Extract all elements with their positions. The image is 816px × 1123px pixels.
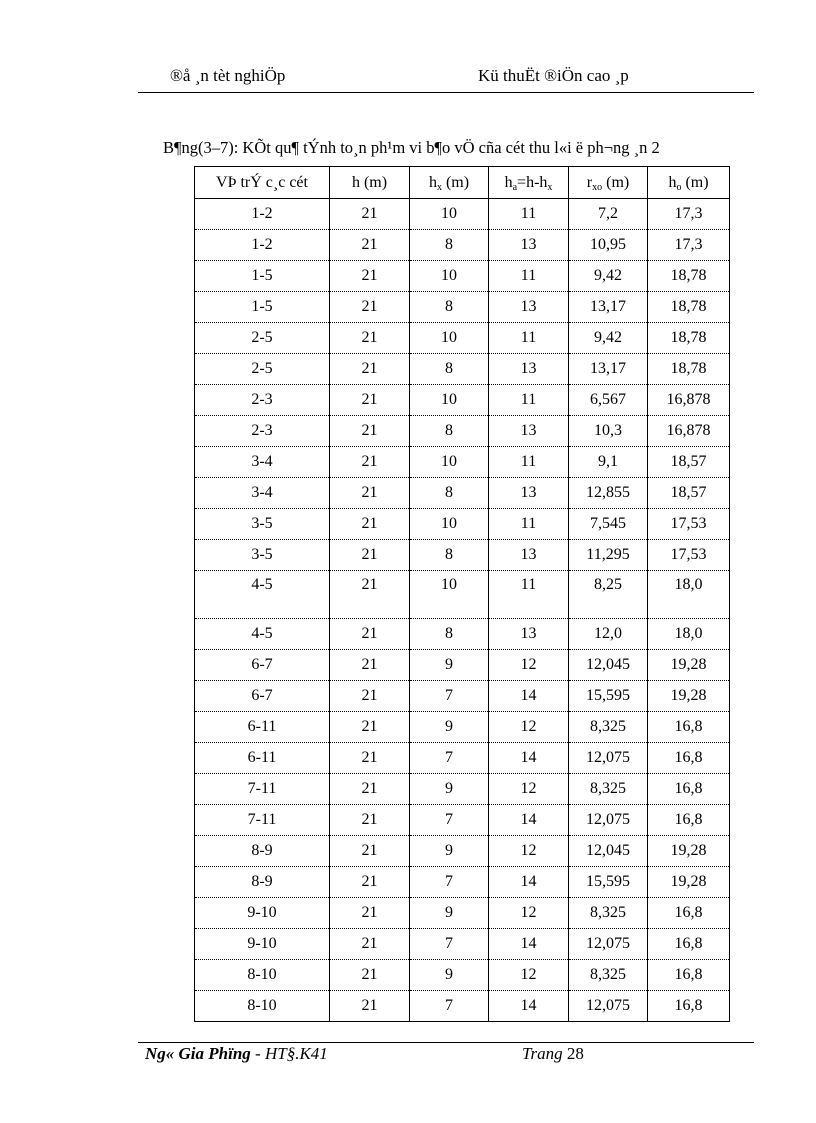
table-cell: 12 (489, 774, 569, 805)
table-cell: 7 (410, 929, 489, 960)
table-cell: 11 (489, 509, 569, 540)
table-cell: 8,25 (569, 571, 648, 619)
table-caption: B¶ng(3–7): KÕt qu¶ tÝnh to¸n ph¹m vi b¶o vÖ cña cét thu l«i ë ph¬ng ¸n 2 (163, 138, 660, 157)
table-row (195, 385, 730, 416)
table-cell: 21 (330, 712, 410, 743)
footer-rule (138, 1042, 754, 1043)
table-cell: 21 (330, 991, 410, 1022)
results-table (194, 166, 730, 1022)
table-row (195, 292, 730, 323)
table-cell: 11,295 (569, 540, 648, 571)
table-row (195, 743, 730, 774)
table-cell: 21 (330, 898, 410, 929)
table-cell: 21 (330, 867, 410, 898)
table-cell: 10 (410, 385, 489, 416)
table-cell: 7,2 (569, 199, 648, 230)
table-cell: 10,95 (569, 230, 648, 261)
table-cell: 8,325 (569, 712, 648, 743)
table-cell: 21 (330, 292, 410, 323)
table-cell: 18,78 (648, 261, 730, 292)
table-cell: 3-5 (195, 540, 330, 571)
table-cell: 11 (489, 199, 569, 230)
table-cell: 17,3 (648, 199, 730, 230)
table-cell: 6-7 (195, 681, 330, 712)
table-cell: 8 (410, 230, 489, 261)
table-cell: 2-5 (195, 323, 330, 354)
table-row (195, 619, 730, 650)
table-cell: 21 (330, 743, 410, 774)
table-row (195, 712, 730, 743)
table-cell: 14 (489, 681, 569, 712)
table-cell: 8 (410, 478, 489, 509)
table-cell: 21 (330, 619, 410, 650)
table-cell: 7 (410, 743, 489, 774)
table-cell: 16,8 (648, 743, 730, 774)
table-cell: 8 (410, 354, 489, 385)
table-cell: 14 (489, 867, 569, 898)
table-row (195, 960, 730, 991)
table-cell: 21 (330, 929, 410, 960)
table-cell: 9-10 (195, 929, 330, 960)
table-cell: 9,42 (569, 323, 648, 354)
table-cell: 8,325 (569, 774, 648, 805)
table-cell: 1-5 (195, 261, 330, 292)
table-cell: 16,8 (648, 774, 730, 805)
col-header-rxo: $r_{xo}$ (m) (569, 167, 648, 199)
table-cell: 16,8 (648, 929, 730, 960)
table-cell: 21 (330, 261, 410, 292)
table-cell: 10 (410, 199, 489, 230)
table-cell: 8-9 (195, 867, 330, 898)
table-cell: 13 (489, 354, 569, 385)
table-cell: 14 (489, 929, 569, 960)
table-cell: 10 (410, 509, 489, 540)
table-cell: 7 (410, 991, 489, 1022)
col-header-ho: $h_o$ (m) (648, 167, 730, 199)
table-cell: 16,8 (648, 898, 730, 929)
table-cell: 18,78 (648, 292, 730, 323)
table-row (195, 416, 730, 447)
table-cell: 18,57 (648, 478, 730, 509)
table-cell: 10 (410, 261, 489, 292)
table-cell: 21 (330, 354, 410, 385)
table-cell: 12,855 (569, 478, 648, 509)
table-cell: 19,28 (648, 681, 730, 712)
table-cell: 8,325 (569, 898, 648, 929)
table-row (195, 230, 730, 261)
table-row (195, 929, 730, 960)
table-cell: 16,8 (648, 960, 730, 991)
table-cell: 12 (489, 960, 569, 991)
table-cell: 1-5 (195, 292, 330, 323)
table-row (195, 774, 730, 805)
table-row (195, 650, 730, 681)
table-cell: 17,53 (648, 509, 730, 540)
table-cell: 14 (489, 991, 569, 1022)
table-cell: 9 (410, 712, 489, 743)
table-cell: 21 (330, 509, 410, 540)
table-row (195, 898, 730, 929)
col-header-hx: $h_x$ (m) (410, 167, 489, 199)
table-cell: 6-7 (195, 650, 330, 681)
table-cell: 21 (330, 323, 410, 354)
table-cell: 10 (410, 571, 489, 619)
table-row (195, 261, 730, 292)
table-cell: 12,075 (569, 929, 648, 960)
table-cell: 2-3 (195, 416, 330, 447)
table-cell: 13 (489, 478, 569, 509)
table-cell: 8 (410, 416, 489, 447)
table-row (195, 354, 730, 385)
table-cell: 19,28 (648, 867, 730, 898)
table-cell: 14 (489, 743, 569, 774)
table-cell: 11 (489, 323, 569, 354)
table-cell: 9,42 (569, 261, 648, 292)
table-cell: 16,8 (648, 991, 730, 1022)
table-cell: 8-10 (195, 991, 330, 1022)
table-cell: 1-2 (195, 199, 330, 230)
table-cell: 18,57 (648, 447, 730, 478)
table-cell: 16,878 (648, 416, 730, 447)
col-header-position: VÞ trÝ c¸c cét (195, 167, 330, 199)
table-cell: 8 (410, 540, 489, 571)
col-header-ha: $h_a=h-h_x$ (489, 167, 569, 199)
table-cell: 21 (330, 681, 410, 712)
table-cell: 6-11 (195, 712, 330, 743)
table-cell: 21 (330, 385, 410, 416)
footer-author: Ng« Gia Phïng - HT§.K41 (145, 1044, 328, 1063)
table-cell: 12,045 (569, 650, 648, 681)
table-cell: 21 (330, 199, 410, 230)
table-cell: 9,1 (569, 447, 648, 478)
table-cell: 18,78 (648, 354, 730, 385)
table-cell: 3-4 (195, 447, 330, 478)
table-cell: 17,53 (648, 540, 730, 571)
table-cell: 9 (410, 774, 489, 805)
table-cell: 12 (489, 898, 569, 929)
table-cell: 3-4 (195, 478, 330, 509)
table-cell: 12,0 (569, 619, 648, 650)
table-body (195, 199, 730, 1022)
table-cell: 4-5 (195, 571, 330, 619)
table-cell: 15,595 (569, 867, 648, 898)
table-cell: 7-11 (195, 805, 330, 836)
table-cell: 19,28 (648, 650, 730, 681)
table-row (195, 199, 730, 230)
table-row (195, 447, 730, 478)
table-cell: 1-2 (195, 230, 330, 261)
table-cell: 9 (410, 960, 489, 991)
table-row (195, 681, 730, 712)
table-cell: 15,595 (569, 681, 648, 712)
header-left-title: ®å ¸n tèt nghiÖp (170, 66, 286, 85)
table-header-row (195, 167, 730, 199)
table-cell: 13 (489, 292, 569, 323)
table-cell: 16,8 (648, 712, 730, 743)
table-cell: 12,075 (569, 805, 648, 836)
table-cell: 8 (410, 619, 489, 650)
table-cell: 2-3 (195, 385, 330, 416)
table-cell: 18,78 (648, 323, 730, 354)
table-cell: 7 (410, 805, 489, 836)
table-cell: 11 (489, 385, 569, 416)
table-cell: 3-5 (195, 509, 330, 540)
table-cell: 12 (489, 712, 569, 743)
table-cell: 8-10 (195, 960, 330, 991)
table-cell: 9 (410, 898, 489, 929)
table-cell: 21 (330, 571, 410, 619)
table-cell: 19,28 (648, 836, 730, 867)
table-cell: 6-11 (195, 743, 330, 774)
table-cell: 21 (330, 540, 410, 571)
table-cell: 12 (489, 650, 569, 681)
header-rule (138, 92, 754, 93)
table-cell: 13,17 (569, 292, 648, 323)
table-cell: 12,075 (569, 991, 648, 1022)
table-cell: 21 (330, 836, 410, 867)
table-cell: 10,3 (569, 416, 648, 447)
table-cell: 13 (489, 540, 569, 571)
table-cell: 8 (410, 292, 489, 323)
table-cell: 21 (330, 960, 410, 991)
table-row (195, 805, 730, 836)
table-cell: 10 (410, 323, 489, 354)
table-cell: 10 (410, 447, 489, 478)
table-cell: 21 (330, 447, 410, 478)
table-cell: 12 (489, 836, 569, 867)
table-cell: 6,567 (569, 385, 648, 416)
table-cell: 21 (330, 416, 410, 447)
table-cell: 13 (489, 230, 569, 261)
table-cell: 21 (330, 774, 410, 805)
table-cell: 7 (410, 681, 489, 712)
table-cell: 18,0 (648, 571, 730, 619)
table-cell: 12,045 (569, 836, 648, 867)
table-cell: 9 (410, 836, 489, 867)
table-row (195, 509, 730, 540)
table-cell: 9-10 (195, 898, 330, 929)
table-cell: 18,0 (648, 619, 730, 650)
table-cell: 14 (489, 805, 569, 836)
table-cell: 16,8 (648, 805, 730, 836)
table-cell: 11 (489, 447, 569, 478)
table-cell: 13 (489, 416, 569, 447)
table-row (195, 571, 730, 619)
table-cell: 17,3 (648, 230, 730, 261)
header-right-title: Kü thuËt ®iÖn cao ¸p (478, 66, 629, 85)
table-cell: 21 (330, 230, 410, 261)
table-cell: 7 (410, 867, 489, 898)
table-cell: 12,075 (569, 743, 648, 774)
table-row (195, 836, 730, 867)
table-cell: 21 (330, 478, 410, 509)
table-cell: 7,545 (569, 509, 648, 540)
table-row (195, 478, 730, 509)
col-header-h: h (m) (330, 167, 410, 199)
footer-page: Trang 28 (522, 1044, 584, 1063)
table-cell: 8-9 (195, 836, 330, 867)
table-cell: 11 (489, 261, 569, 292)
table-cell: 4-5 (195, 619, 330, 650)
table-cell: 8,325 (569, 960, 648, 991)
table-cell: 16,878 (648, 385, 730, 416)
table-cell: 13 (489, 619, 569, 650)
table-cell: 21 (330, 650, 410, 681)
table-cell: 21 (330, 805, 410, 836)
table-cell: 2-5 (195, 354, 330, 385)
table-cell: 13,17 (569, 354, 648, 385)
table-cell: 7-11 (195, 774, 330, 805)
table-row (195, 991, 730, 1022)
table-row (195, 540, 730, 571)
table-row (195, 867, 730, 898)
table-cell: 11 (489, 571, 569, 619)
table-cell: 9 (410, 650, 489, 681)
table-row (195, 323, 730, 354)
